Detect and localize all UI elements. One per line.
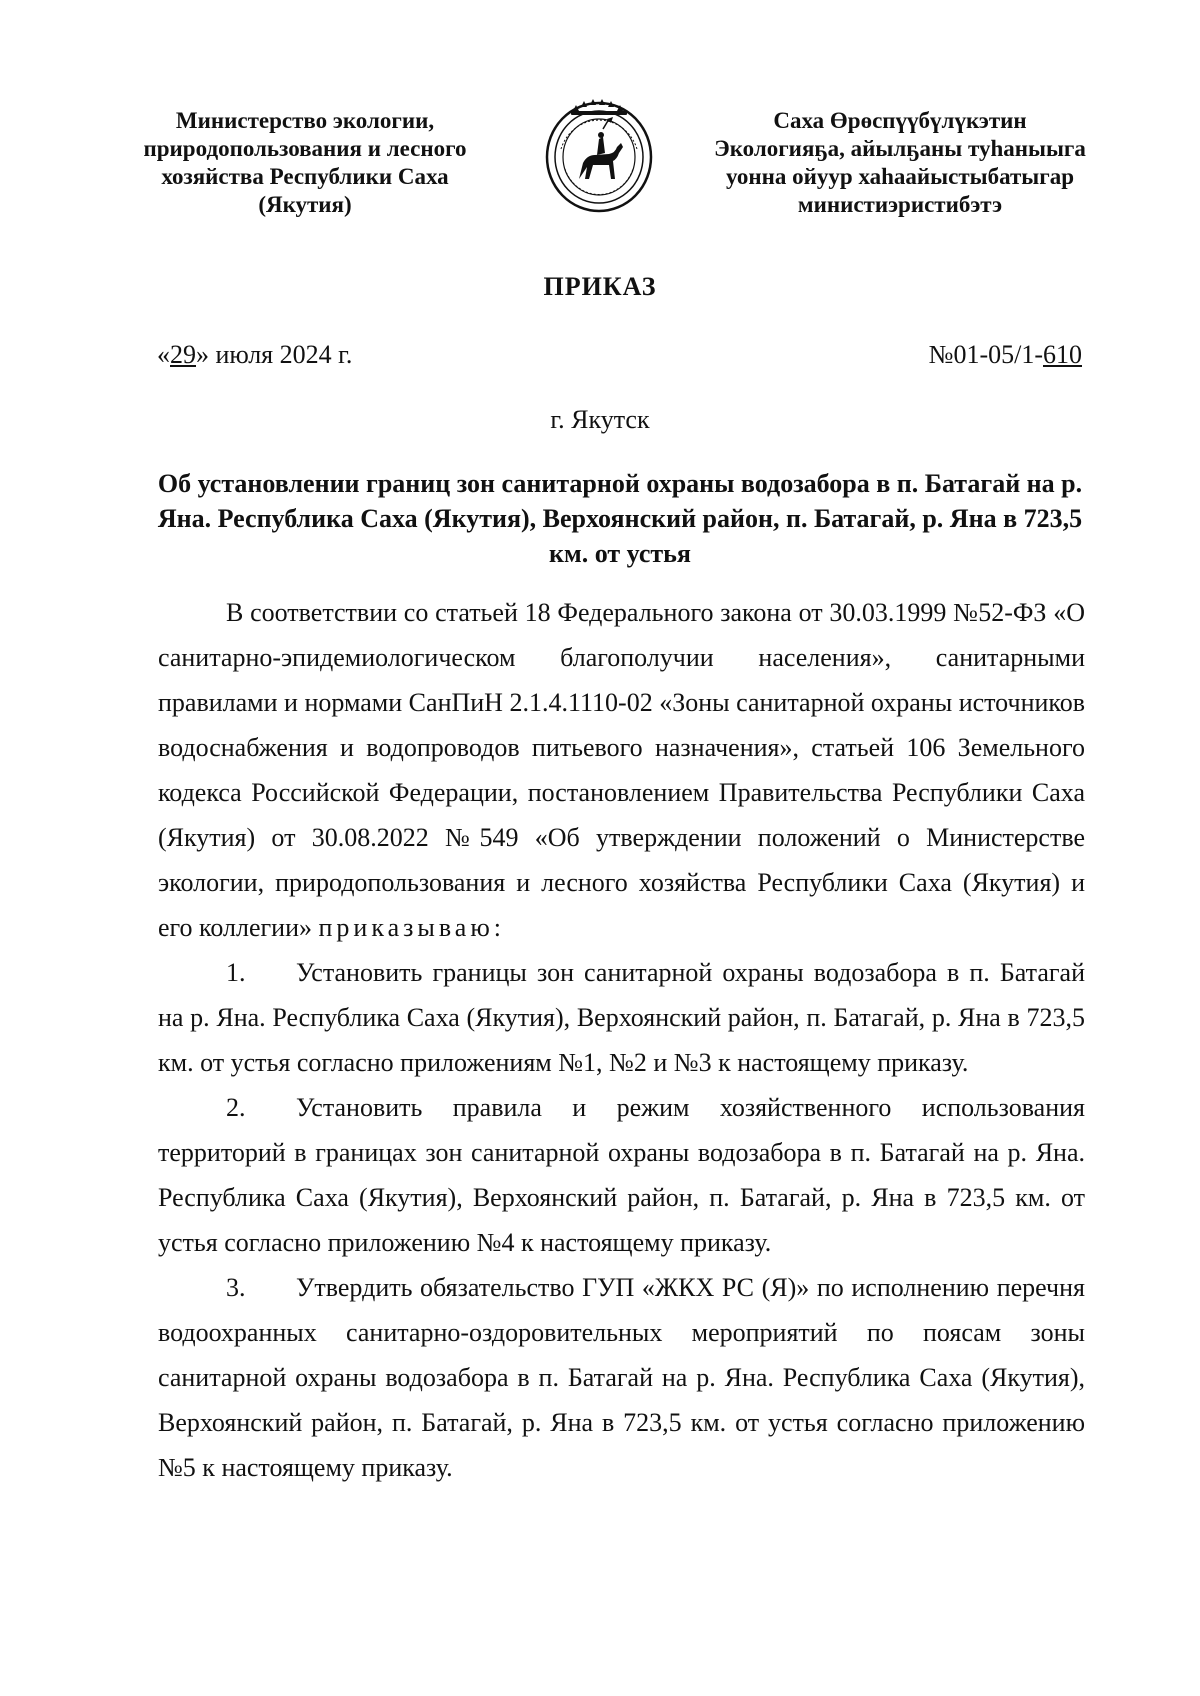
- date-day: 29: [170, 340, 196, 369]
- ministry-name-russian: [110, 107, 500, 219]
- order-item-text: Утвердить обязательство ГУП «ЖКХ РС (Я)» по исполнению перечня водоохранных санитарно-оздоровительных мероприятий по поясам зоны санитарной охраны водозабора в п. Батагай на р. Яна. Республика Саха (Якутия), Верхоянский район, п. Батагай, р. Яна в 723,5 км. от устья согласно приложению №5 к настоящему приказу.: [158, 1273, 1085, 1482]
- ministry-name-line: Министерство экологии,: [175, 108, 435, 133]
- order-item: [158, 950, 1085, 1085]
- preamble-text: В соответствии со статьей 18 Федерального закона от 30.03.1999 №52-ФЗ «О санитарно-эпидемиологическом благополучии населения», санитарными правилами и нормами СанПиН 2.1.4.1110-02 «Зоны санитарной охраны источников водоснабжения и водопроводов питьевого назначения», статьей 106 Земельного кодекса Российской Федерации, постановлением Правительства Республики Саха (Якутия) от 30.08.2022 №549 «Об утверждении положений о Министерстве экологии, природопользования и лесного хозяйства Республики Саха (Якутия) и его коллегии»: [158, 598, 1085, 942]
- order-item-number: 3.: [226, 1273, 246, 1302]
- ministry-name-line: уонна ойуур хаһаайыстыбатыгар: [725, 164, 1075, 189]
- letterhead: [0, 95, 1200, 235]
- order-number-prefix: №01-05/1-: [928, 340, 1043, 369]
- ministry-name-line: министиэристибэтэ: [797, 192, 1003, 217]
- order-item-number: 1.: [226, 958, 246, 987]
- order-item: [158, 1085, 1085, 1265]
- order-item-text: Установить границы зон санитарной охраны водозабора в п. Батагай на р. Яна. Республика Саха (Якутия), Верхоянский район, п. Батагай, р. Яна в 723,5 км. от устья согласно приложениям №1, №2 и №3 к настоящему приказу.: [158, 958, 1085, 1077]
- issue-city: г. Якутск: [550, 405, 650, 434]
- ministry-name-line: хозяйства Республики Саха: [161, 164, 449, 189]
- ministry-name-line: природопользования и лесного: [143, 136, 467, 161]
- date-quote-open: «: [157, 340, 170, 369]
- preamble-paragraph: [158, 590, 1085, 950]
- ministry-name-line: Саха Өрөспүүбүлүкэтин: [773, 108, 1027, 133]
- ministry-name-line: (Якутия): [258, 192, 352, 217]
- republic-sakha-coat-of-arms-icon: [543, 97, 655, 213]
- order-item-text: Установить правила и режим хозяйственного использования территорий в границах зон санитарной охраны водозабора в п. Батагай на р. Яна. Республика Саха (Якутия), Верхоянский район, п. Батагай, р. Яна в 723,5 км. от устья согласно приложению №4 к настоящему приказу.: [158, 1093, 1085, 1257]
- order-body: [158, 590, 1085, 1490]
- order-number-suffix: 610: [1043, 340, 1082, 369]
- order-item: [158, 1265, 1085, 1490]
- order-number: [929, 340, 1082, 370]
- date-month-year: » июля 2024 г.: [196, 340, 353, 369]
- order-date: [157, 340, 352, 370]
- order-subject: Об установлении границ зон санитарной охраны водозабора в п. Батагай на р. Яна. Республика Саха (Якутия), Верхоянский район, п. Батагай, р. Яна в 723,5 км. от устья: [157, 469, 1083, 568]
- order-word: приказываю:: [318, 913, 505, 942]
- ministry-name-sakha: [690, 107, 1110, 219]
- document-title: ПРИКАЗ: [543, 272, 657, 301]
- ministry-name-line: Экологияҕа, айылҕаны туһаныыга: [714, 136, 1086, 161]
- order-item-number: 2.: [226, 1093, 246, 1122]
